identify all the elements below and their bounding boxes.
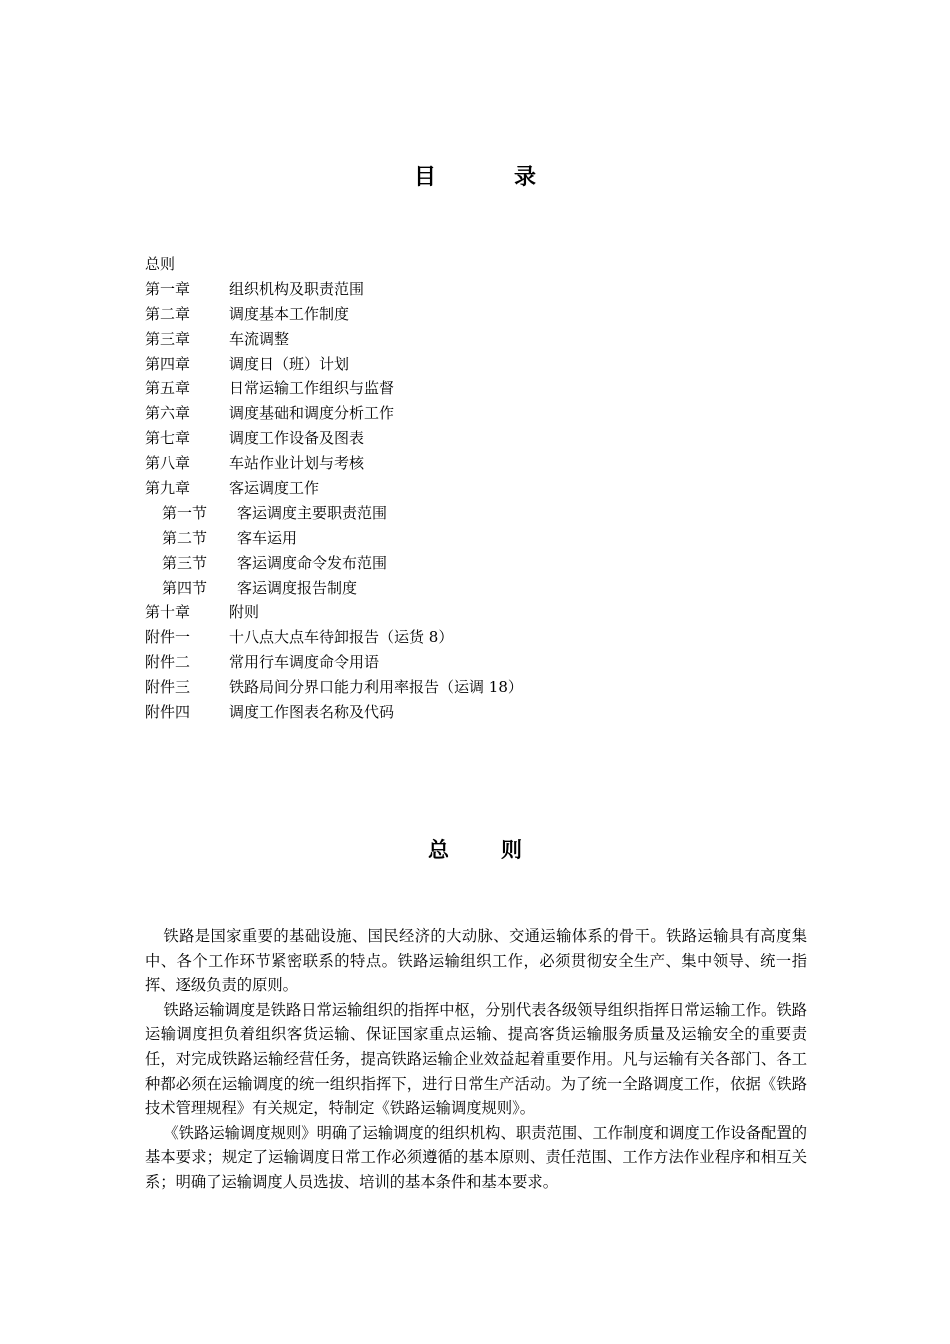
toc-item-number: 第一节 bbox=[162, 503, 208, 522]
toc-item-title: 车站作业计划与考核 bbox=[229, 454, 365, 473]
toc-item-number: 第十章 bbox=[145, 603, 191, 622]
toc-item-number: 第六章 bbox=[145, 404, 191, 423]
toc-item-title: 铁路局间分界口能力利用率报告（运调 18） bbox=[229, 678, 523, 697]
toc-item-number: 第四节 bbox=[162, 578, 208, 597]
toc-item bbox=[145, 401, 825, 426]
toc-item-number: 第二节 bbox=[162, 528, 208, 547]
toc-item bbox=[145, 302, 825, 327]
toc-title-char-2: 录 bbox=[514, 164, 537, 190]
toc-item bbox=[145, 426, 825, 451]
toc-item-title: 车流调整 bbox=[229, 329, 290, 348]
general-provisions-title bbox=[0, 834, 950, 864]
toc-item-title: 调度工作设备及图表 bbox=[229, 429, 365, 448]
toc-item-title: 客运调度主要职责范围 bbox=[237, 503, 388, 522]
toc-item-title: 调度基本工作制度 bbox=[229, 304, 350, 323]
toc-item bbox=[145, 501, 825, 526]
toc-item bbox=[145, 650, 825, 675]
toc-item bbox=[145, 476, 825, 501]
toc-item bbox=[145, 600, 825, 625]
toc-item-title: 调度工作图表名称及代码 bbox=[229, 703, 395, 722]
toc-item-number: 第五章 bbox=[145, 379, 191, 398]
toc-item-title: 客车运用 bbox=[237, 528, 298, 547]
toc-item-number: 第二章 bbox=[145, 304, 191, 323]
toc-item bbox=[145, 625, 825, 650]
general-title-char-1: 总 bbox=[428, 837, 449, 862]
body-paragraph: 《铁路运输调度规则》明确了运输调度的组织机构、职责范围、工作制度和调度工作设备配置的基本要求；规定了运输调度日常工作必须遵循的基本原则、责任范围、工作方法作业程序和相互关系；明确了运输调度人员选拔、培训的基本条件和基本要求。 bbox=[145, 1123, 807, 1191]
toc-item bbox=[145, 451, 825, 476]
toc-item-number: 附件三 bbox=[145, 678, 191, 697]
toc-item-title: 组织机构及职责范围 bbox=[229, 279, 365, 298]
toc-item bbox=[145, 551, 825, 576]
toc-item-number: 附件四 bbox=[145, 703, 191, 722]
toc-item-title: 调度基础和调度分析工作 bbox=[229, 404, 395, 423]
toc-item-title: 常用行车调度命令用语 bbox=[229, 653, 380, 672]
toc-title-char-1: 目 bbox=[413, 164, 436, 190]
toc-item bbox=[145, 327, 825, 352]
general-provisions-body bbox=[145, 924, 807, 1195]
toc-item-title: 日常运输工作组织与监督 bbox=[229, 379, 395, 398]
toc-item-title: 十八点大点车待卸报告（运货 8） bbox=[229, 628, 454, 647]
toc-item bbox=[145, 526, 825, 551]
toc-item-number: 总则 bbox=[145, 255, 176, 273]
toc-item bbox=[145, 576, 825, 601]
general-title-char-2: 则 bbox=[501, 837, 522, 862]
toc-item-number: 第七章 bbox=[145, 429, 191, 448]
toc-item-number: 第九章 bbox=[145, 479, 191, 498]
toc-item-number: 第三节 bbox=[162, 553, 208, 572]
toc-item bbox=[145, 700, 825, 725]
toc-item-title: 客运调度工作 bbox=[229, 479, 320, 498]
toc-item bbox=[145, 376, 825, 401]
toc-item-title: 客运调度报告制度 bbox=[237, 578, 358, 597]
toc-item-number: 附件一 bbox=[145, 628, 191, 647]
toc-item-number: 第四章 bbox=[145, 354, 191, 373]
toc-item bbox=[145, 252, 825, 277]
toc-item-number: 第八章 bbox=[145, 454, 191, 473]
toc-item-title: 客运调度命令发布范围 bbox=[237, 553, 388, 572]
toc-title bbox=[0, 160, 950, 191]
toc-item-number: 第一章 bbox=[145, 279, 191, 298]
body-paragraph: 铁路运输调度是铁路日常运输组织的指挥中枢，分别代表各级领导组织指挥日常运输工作。铁路运输调度担负着组织客货运输、保证国家重点运输、提高客货运输服务质量及运输安全的重要责任，对完成铁路运输经营任务，提高铁路运输企业效益起着重要作用。凡与运输有关各部门、各工种都必须在运输调度的统一组织指挥下，进行日常生产活动。为了统一全路调度工作，依据《铁路技术管理规程》有关规定，特制定《铁路运输调度规则》。 bbox=[145, 1000, 807, 1118]
table-of-contents bbox=[145, 252, 825, 725]
toc-item bbox=[145, 675, 825, 700]
toc-item-number: 附件二 bbox=[145, 653, 191, 672]
body-paragraph: 铁路是国家重要的基础设施、国民经济的大动脉、交通运输体系的骨干。铁路运输具有高度集中、各个工作环节紧密联系的特点。铁路运输组织工作，必须贯彻安全生产、集中领导、统一指挥、逐级负责的原则。 bbox=[145, 927, 807, 995]
toc-item bbox=[145, 352, 825, 377]
toc-item-title: 附则 bbox=[229, 603, 260, 622]
toc-item-title: 调度日（班）计划 bbox=[229, 354, 350, 373]
toc-item bbox=[145, 277, 825, 302]
toc-item-number: 第三章 bbox=[145, 329, 191, 348]
